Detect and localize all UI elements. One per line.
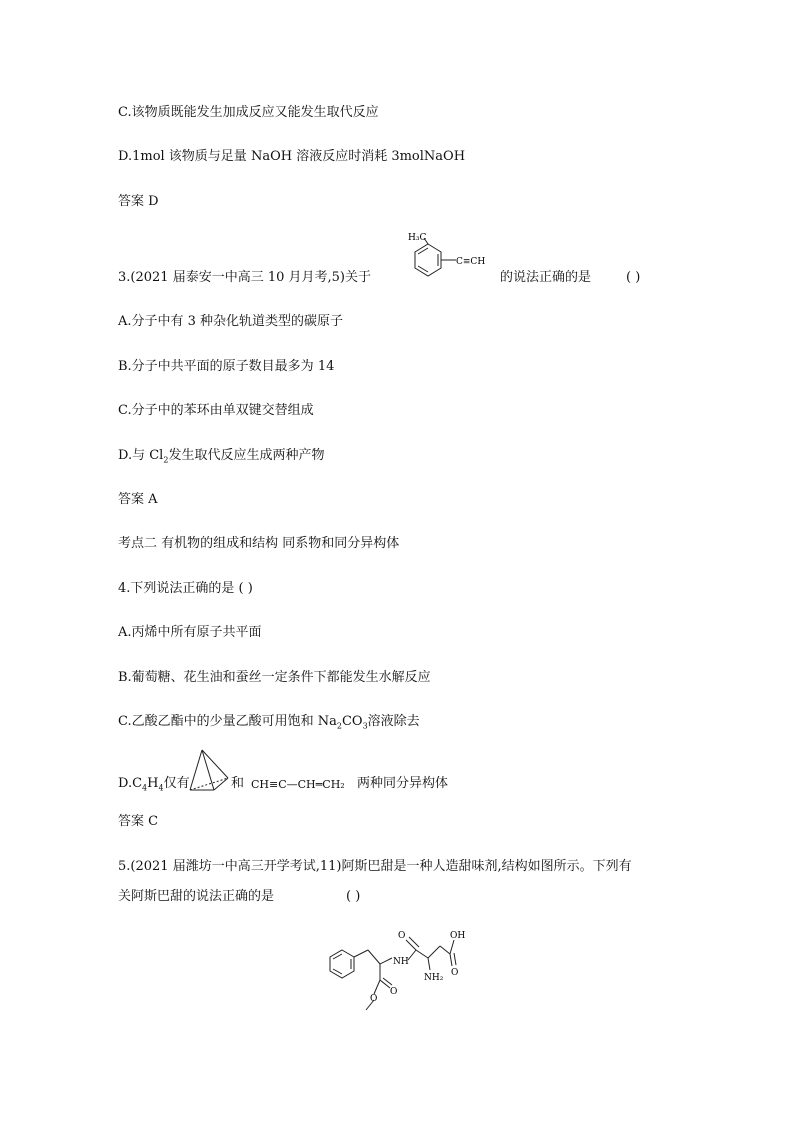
q5-ester-carbonyl-o-label: O — [390, 987, 398, 997]
q4-option-d-and: 和 — [231, 776, 245, 791]
q5-nh2-label: NH₂ — [424, 973, 444, 983]
q4-answer: 答案 C — [118, 814, 159, 829]
q3-option-b: B.分子中共平面的原子数目最多为 14 — [118, 359, 335, 374]
q5-ester-o-label: O — [370, 994, 378, 1004]
q4-stem: 4.下列说法正确的是 ( ) — [118, 581, 253, 596]
q4-tetrahedrane-structure — [186, 748, 232, 794]
q3-answer: 答案 A — [118, 492, 158, 507]
q5-stem-line1: 5.(2021 届潍坊一中高三开学考试,11)阿斯巴甜是一种人造甜味剂,结构如图所示。下列有 — [118, 859, 632, 874]
q5-oh-label: OH — [450, 931, 466, 941]
q4-vinylacetylene-formula: CH≡C—CH═CH₂ — [251, 778, 345, 791]
q3-option-a: A.分子中有 3 种杂化轨道类型的碳原子 — [118, 314, 344, 329]
q2-answer: 答案 D — [118, 194, 159, 209]
q4-option-a: A.丙烯中所有原子共平面 — [118, 625, 262, 640]
q5-acid-o-label: O — [451, 968, 459, 978]
q2-option-d: D.1mol 该物质与足量 NaOH 溶液反应时消耗 3molNaOH — [118, 149, 466, 164]
q3-option-d: D.与 $Cl_2$发生取代反应生成两种产物 — [118, 448, 325, 465]
section-heading: 考点二 有机物的组成和结构 同系物和同分异构体 — [118, 536, 400, 551]
q4-option-c: C.乙酸乙酯中的少量乙酸可用饱和 $Na_2CO_3$溶液除去 — [118, 714, 420, 731]
q4-option-d-suffix: 两种同分异构体 — [357, 776, 449, 791]
q3-methyl-label: H₃C — [408, 233, 427, 243]
q5-aspartame-structure — [322, 924, 482, 1014]
q4-option-b: B.葡萄糖、花生油和蚕丝一定条件下都能发生水解反应 — [118, 670, 431, 685]
q3-answer-paren: ( ) — [626, 270, 641, 285]
q2-option-c: C.该物质既能发生加成反应又能发生取代反应 — [118, 105, 379, 120]
q5-stem-line2: 关阿斯巴甜的说法正确的是 — [118, 889, 275, 904]
q5-answer-paren: ( ) — [346, 889, 361, 904]
q3-structure-m-methylphenylacetylene — [408, 232, 500, 290]
q4-option-d-prefix: $D.C_4H_4$仅有 — [118, 776, 190, 793]
q5-nh-label: NH — [393, 957, 409, 967]
q5-amide-o-label: O — [398, 931, 406, 941]
q3-option-c: C.分子中的苯环由单双键交替组成 — [118, 403, 314, 418]
q3-alkyne-label: C≡CH — [456, 257, 486, 267]
q3-stem-suffix: 的说法正确的是 — [500, 270, 592, 285]
q3-stem-prefix: 3.(2021 届泰安一中高三 10 月月考,5)关于 — [118, 270, 371, 285]
